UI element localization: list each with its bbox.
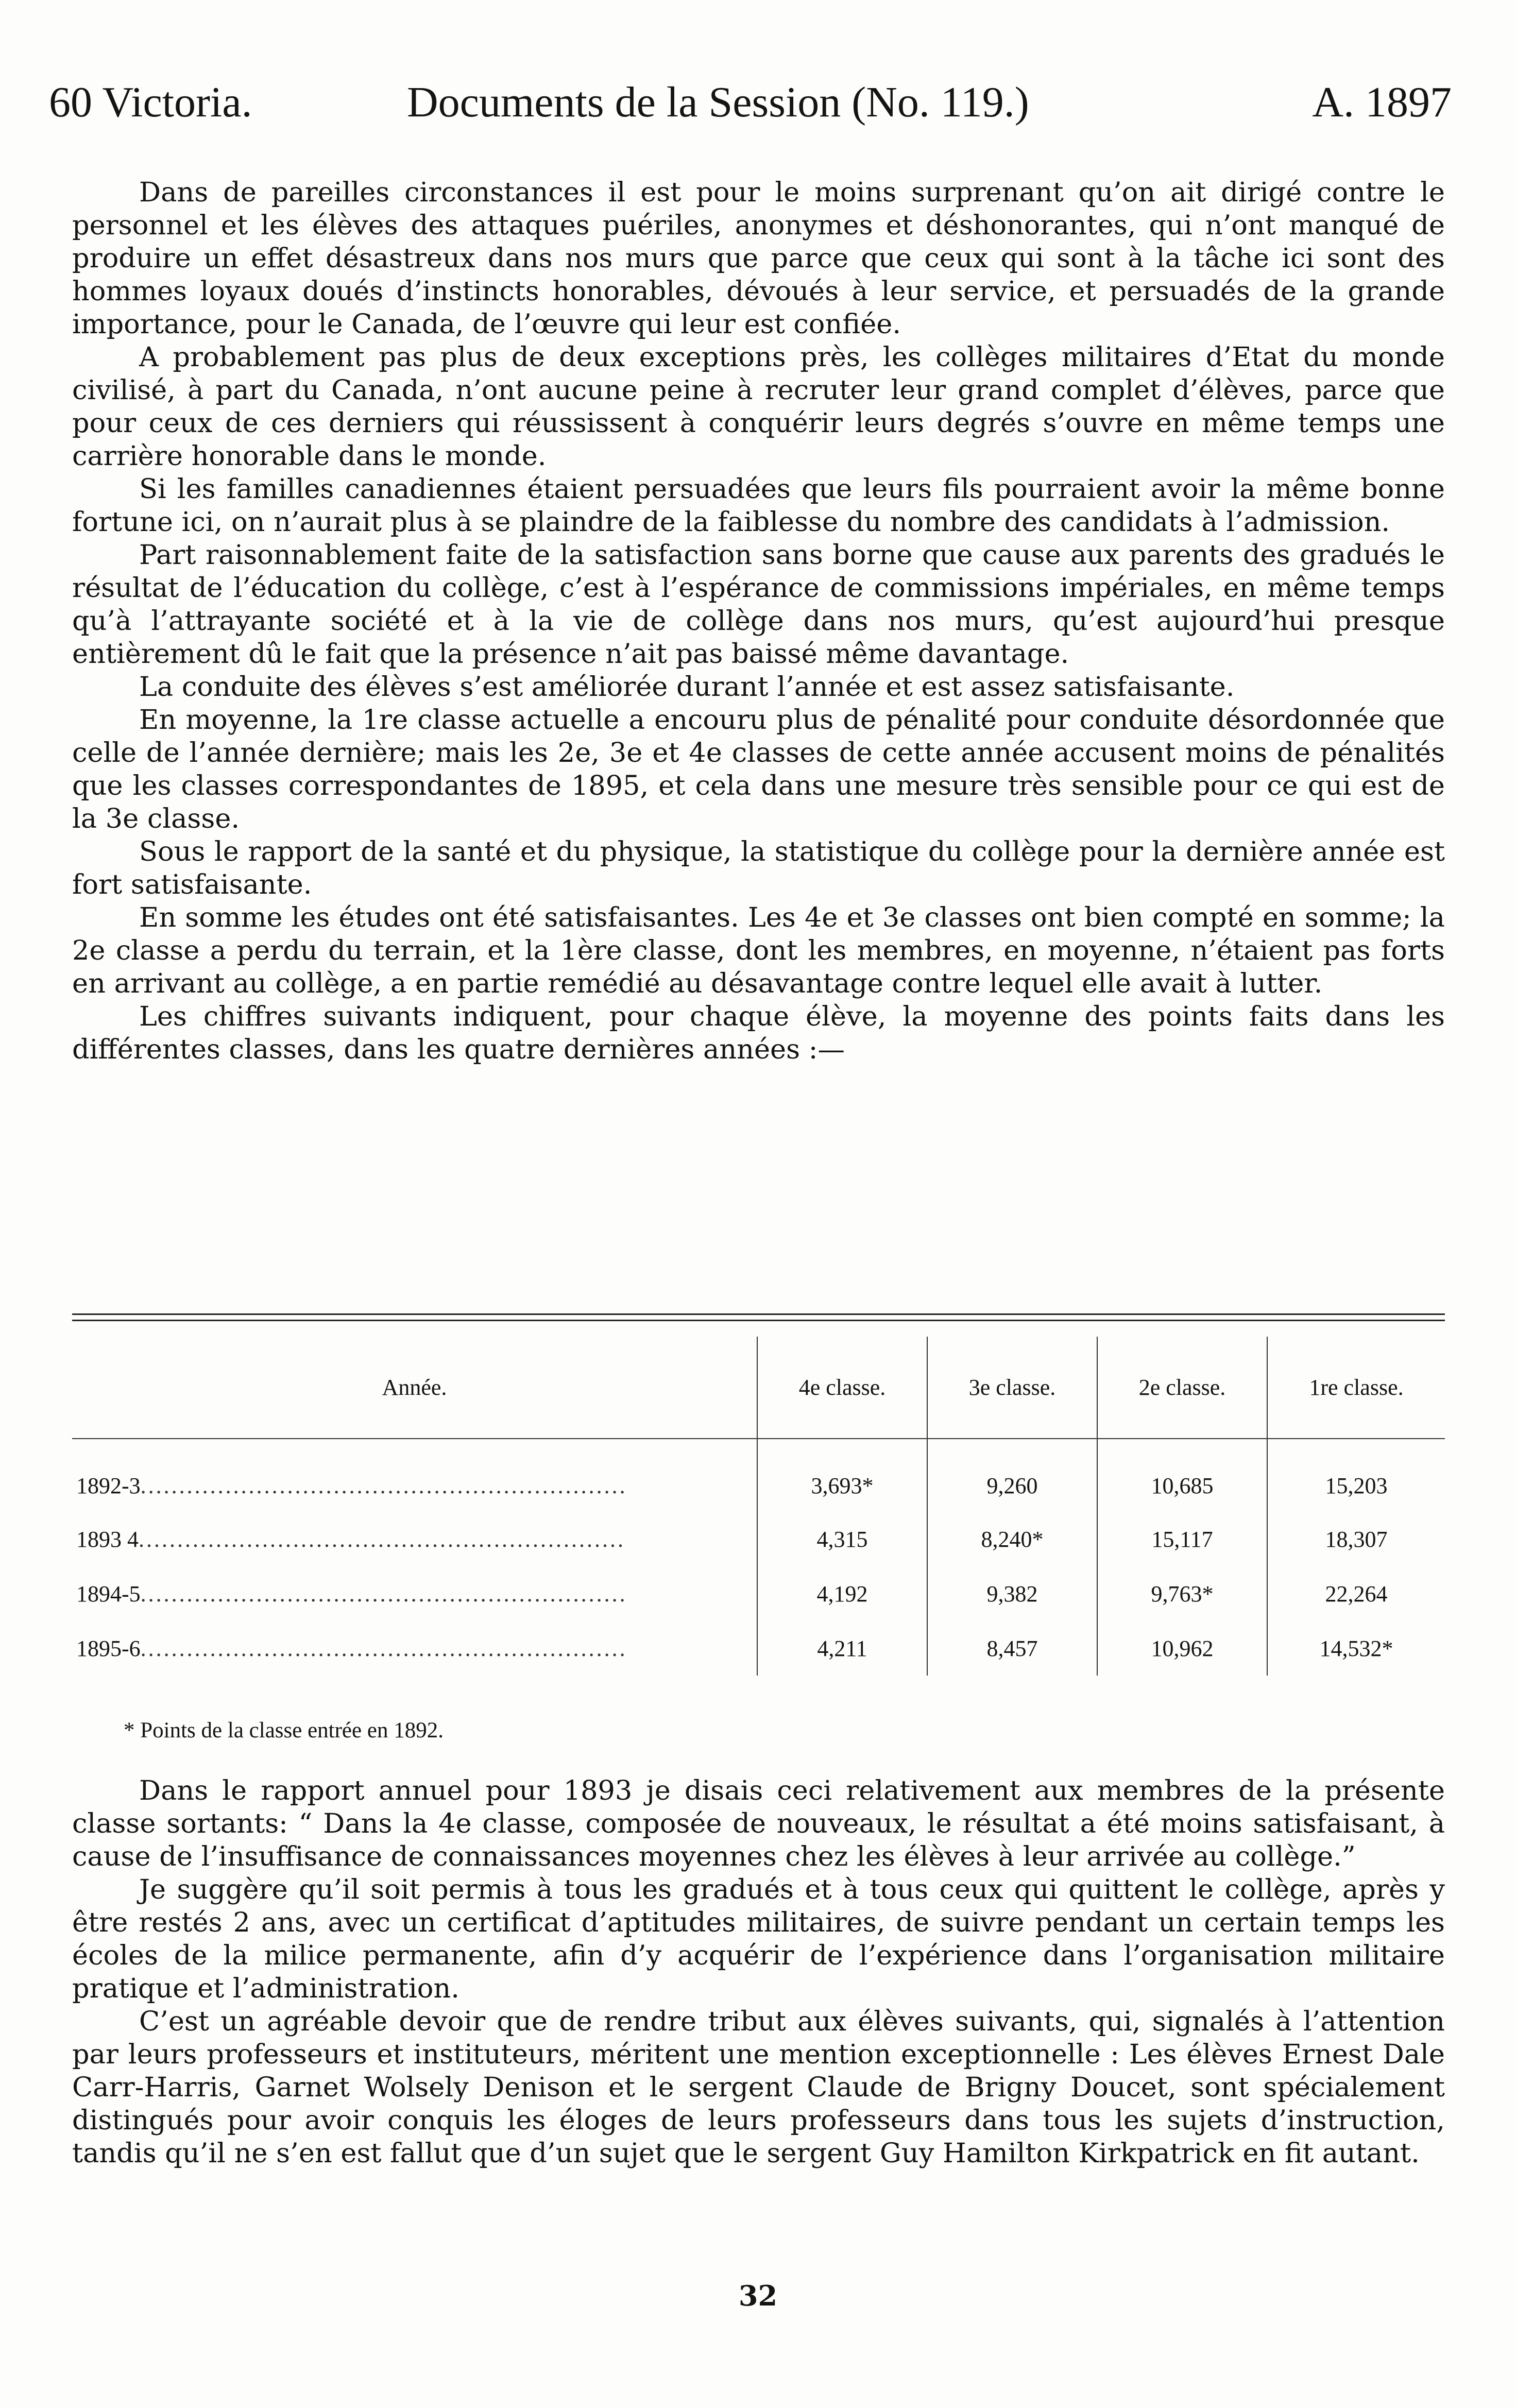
paragraph: Part raisonnablement faite de la satisfaction sans borne que cause aux parents des gradués le résultat de l’éducation du collège, c’est à l’espérance de commissions impériales, en même temps qu’à l’attrayante société et à la vie de collège dans nos murs, qu’est aujourd’hui presque entièrement dû le fait que la présence n’ait pas baissé même davantage. xyxy=(72,539,1445,670)
table-top-rule-inner xyxy=(72,1320,1445,1321)
table-top-rule xyxy=(72,1313,1445,1315)
header-title: Documents de la Session (No. 119.) xyxy=(407,78,1029,126)
table-footnote: * Points de la classe entrée en 1892. xyxy=(124,1718,444,1743)
value-cell: 4,211 xyxy=(757,1621,927,1676)
year-cell xyxy=(72,1566,757,1621)
value-cell: 14,532* xyxy=(1267,1621,1445,1676)
header-volume: 60 Victoria. xyxy=(49,78,252,126)
paragraph: En somme les études ont été satisfaisantes. Les 4e et 3e classes ont bien compté en somme; la 2e classe a perdu du terrain, et la 1ère classe, dont les membres, en moyenne, n’étaient pas forts en arrivant au collège, a en partie remédié au désavantage contre lequel elle avait à lutter. xyxy=(72,902,1445,999)
paragraph: Si les familles canadiennes étaient persuadées que leurs fils pourraient avoir la même bonne fortune ici, on n’aurait plus à se plaindre de la faiblesse du nombre des candidats à l’admission. xyxy=(72,473,1445,538)
value-cell: 15,117 xyxy=(1097,1512,1267,1566)
table-row xyxy=(72,1566,1445,1621)
value-cell: 9,763* xyxy=(1097,1566,1267,1621)
col-header-4e: 4e classe. xyxy=(757,1337,927,1439)
year-label: 1894-5 xyxy=(76,1581,141,1607)
dot-leader: ............................................................... xyxy=(140,1473,627,1498)
year-cell xyxy=(72,1621,757,1676)
col-header-1re: 1re classe. xyxy=(1267,1337,1445,1439)
col-header-3e: 3e classe. xyxy=(927,1337,1097,1439)
points-table xyxy=(72,1337,1445,1676)
col-header-year: Année. xyxy=(72,1337,757,1439)
value-cell: 10,685 xyxy=(1097,1439,1267,1512)
body-text-after-table xyxy=(72,1774,1445,2170)
value-cell: 8,457 xyxy=(927,1621,1097,1676)
paragraph: En moyenne, la 1re classe actuelle a encouru plus de pénalité pour conduite désordonnée que celle de l’année dernière; mais les 2e, 3e et 4e classes de cette année accusent moins de pénalités que les classes correspondantes de 1895, et cela dans une mesure très sensible pour ce qui est de la 3e classe. xyxy=(72,704,1445,834)
paragraph: C’est un agréable devoir que de rendre tribut aux élèves suivants, qui, signalés à l’attention par leurs professeurs et instituteurs, méritent une mention exceptionnelle : Les élèves Ernest Dale Carr-Harris, Garnet Wolsely Denison et le sergent Claude de Brigny Doucet, sont spécialement distingués pour avoir conquis les éloges de leurs professeurs dans tous les sujets d’instruction, tandis qu’il ne s’en est fallut que d’un sujet que le sergent Guy Hamilton Kirkpatrick en fit autant. xyxy=(72,2006,1445,2169)
points-table-wrapper xyxy=(72,1337,1445,1676)
table-row xyxy=(72,1621,1445,1676)
value-cell: 8,240* xyxy=(927,1512,1097,1566)
dot-leader: ............................................................... xyxy=(140,1635,627,1661)
paragraph: Je suggère qu’il soit permis à tous les gradués et à tous ceux qui quittent le collège, après y être restés 2 ans, avec un certificat d’aptitudes militaires, de suivre pendant un certain temps les écoles de la milice permanente, afin d’y acquérir de l’expérience dans l’organisation militaire pratique et l’administration. xyxy=(72,1874,1445,2004)
paragraph: Dans de pareilles circonstances il est pour le moins surprenant qu’on ait dirigé contre le personnel et les élèves des attaques puériles, anonymes et déshonorantes, qui n’ont manqué de produire un effet désastreux dans nos murs que parce que ceux qui sont à la tâche ici sont des hommes loyaux doués d’instincts honorables, dévoués à leur service, et persuadés de la grande importance, pour le Canada, de l’œuvre qui leur est confiée. xyxy=(72,177,1445,340)
header-year: A. 1897 xyxy=(1312,78,1452,126)
value-cell: 18,307 xyxy=(1267,1512,1445,1566)
value-cell: 4,192 xyxy=(757,1566,927,1621)
value-cell: 22,264 xyxy=(1267,1566,1445,1621)
year-cell xyxy=(72,1439,757,1512)
value-cell: 3,693* xyxy=(757,1439,927,1512)
year-cell xyxy=(72,1512,757,1566)
table-row xyxy=(72,1439,1445,1512)
dot-leader: ............................................................... xyxy=(140,1581,627,1607)
page-number: 32 xyxy=(738,2279,778,2312)
paragraph: Sous le rapport de la santé et du physique, la statistique du collège pour la dernière année est fort satisfaisante. xyxy=(72,836,1445,900)
paragraph: A probablement pas plus de deux exceptions près, les collèges militaires d’Etat du monde civilisé, à part du Canada, n’ont aucune peine à recruter leur grand complet d’élèves, parce que pour ceux de ces derniers qui réussissent à conquérir leurs degrés s’ouvre en même temps une carrière honorable dans le monde. xyxy=(72,341,1445,472)
value-cell: 9,260 xyxy=(927,1439,1097,1512)
value-cell: 15,203 xyxy=(1267,1439,1445,1512)
table-row xyxy=(72,1512,1445,1566)
paragraph: Dans le rapport annuel pour 1893 je disais ceci relativement aux membres de la présente classe sortants: “ Dans la 4e classe, composée de nouveaux, le résultat a été moins satisfaisant, à cause de l’insuffisance de connaissances moyennes chez les élèves à leur arrivée au collège.” xyxy=(72,1775,1445,1872)
col-header-2e: 2e classe. xyxy=(1097,1337,1267,1439)
year-label: 1892-3 xyxy=(76,1473,141,1498)
value-cell: 4,315 xyxy=(757,1512,927,1566)
dot-leader: ............................................................... xyxy=(139,1526,625,1552)
paragraph: Les chiffres suivants indiquent, pour chaque élève, la moyenne des points faits dans les différentes classes, dans les quatre dernières années :— xyxy=(72,1001,1445,1065)
year-label: 1895-6 xyxy=(76,1635,141,1661)
page-header xyxy=(49,77,1467,134)
body-text-before-table xyxy=(72,176,1445,1066)
value-cell: 10,962 xyxy=(1097,1621,1267,1676)
year-label: 1893 4 xyxy=(76,1526,139,1552)
value-cell: 9,382 xyxy=(927,1566,1097,1621)
paragraph: La conduite des élèves s’est améliorée durant l’année et est assez satisfaisante. xyxy=(139,671,1235,703)
table-header-row xyxy=(72,1337,1445,1439)
